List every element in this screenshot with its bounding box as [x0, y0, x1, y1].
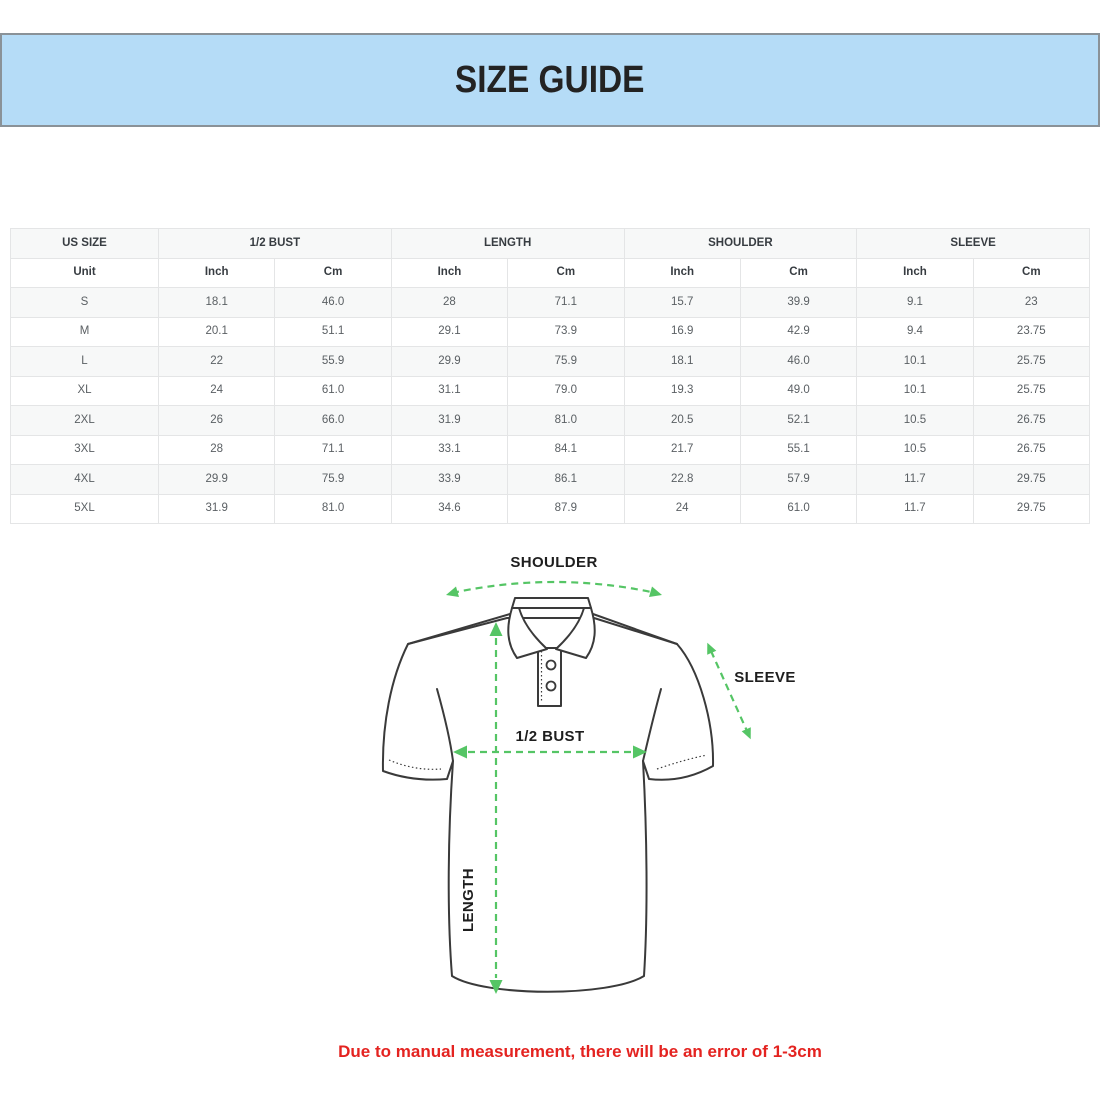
- size-cell: XL: [11, 376, 159, 406]
- measurement-cell: 18.1: [159, 288, 275, 318]
- shirt-measurement-diagram: [370, 548, 810, 1010]
- measurement-cell: 22.8: [624, 465, 740, 495]
- unit-header-cell: Cm: [275, 258, 391, 288]
- column-group-header: US SIZE: [11, 229, 159, 259]
- measurement-cell: 21.7: [624, 435, 740, 465]
- unit-header-cell: Inch: [391, 258, 507, 288]
- table-row: [11, 494, 1090, 524]
- collar-band: [512, 598, 591, 608]
- shoulder-arrowhead-right: [649, 587, 662, 598]
- measurement-cell: 75.9: [508, 347, 624, 377]
- column-group-header: 1/2 BUST: [159, 229, 392, 259]
- measurement-cell: 31.9: [391, 406, 507, 436]
- measurement-cell: 15.7: [624, 288, 740, 318]
- table-row: [11, 406, 1090, 436]
- size-cell: L: [11, 347, 159, 377]
- size-cell: 4XL: [11, 465, 159, 495]
- measurement-cell: 10.1: [857, 347, 973, 377]
- measurement-cell: 28: [159, 435, 275, 465]
- table-row: [11, 435, 1090, 465]
- measurement-cell: 33.1: [391, 435, 507, 465]
- button-icon: [547, 682, 556, 691]
- measurement-cell: 24: [624, 494, 740, 524]
- unit-header-cell: Inch: [857, 258, 973, 288]
- table-row: [11, 317, 1090, 347]
- measurement-cell: 33.9: [391, 465, 507, 495]
- measurement-cell: 18.1: [624, 347, 740, 377]
- measurement-cell: 71.1: [508, 288, 624, 318]
- measurement-cell: 11.7: [857, 465, 973, 495]
- sleeve-arrow: [711, 651, 747, 731]
- table-row: [11, 347, 1090, 377]
- column-group-header: LENGTH: [391, 229, 624, 259]
- measurement-cell: 46.0: [740, 347, 856, 377]
- measurement-cell: 66.0: [275, 406, 391, 436]
- size-cell: M: [11, 317, 159, 347]
- measurement-cell: 57.9: [740, 465, 856, 495]
- measurement-cell: 23.75: [973, 317, 1089, 347]
- measurement-cell: 26.75: [973, 406, 1089, 436]
- measurement-cell: 10.5: [857, 406, 973, 436]
- size-cell: 2XL: [11, 406, 159, 436]
- measurement-cell: 71.1: [275, 435, 391, 465]
- sleeve-label: SLEEVE: [734, 669, 796, 686]
- measurement-cell: 73.9: [508, 317, 624, 347]
- size-guide-banner: [0, 33, 1100, 127]
- measurement-cell: 23: [973, 288, 1089, 318]
- measurement-cell: 28: [391, 288, 507, 318]
- table-head: [11, 229, 1090, 288]
- button-icon: [547, 661, 556, 670]
- measurement-cell: 55.9: [275, 347, 391, 377]
- half-bust-label: 1/2 BUST: [515, 728, 585, 745]
- measurement-cell: 20.5: [624, 406, 740, 436]
- measurement-cell: 25.75: [973, 347, 1089, 377]
- measurement-cell: 81.0: [275, 494, 391, 524]
- measurement-cell: 79.0: [508, 376, 624, 406]
- measurement-cell: 16.9: [624, 317, 740, 347]
- measurement-cell: 55.1: [740, 435, 856, 465]
- size-cell: S: [11, 288, 159, 318]
- measurement-cell: 24: [159, 376, 275, 406]
- measurement-cell: 29.9: [159, 465, 275, 495]
- measurement-cell: 75.9: [275, 465, 391, 495]
- measurement-cell: 25.75: [973, 376, 1089, 406]
- shoulder-arrowhead-left: [446, 587, 459, 598]
- table-row: [11, 288, 1090, 318]
- measurement-cell: 61.0: [275, 376, 391, 406]
- measurement-cell: 84.1: [508, 435, 624, 465]
- measurement-cell: 29.75: [973, 494, 1089, 524]
- size-table: [10, 228, 1090, 524]
- size-cell: 3XL: [11, 435, 159, 465]
- unit-header-cell: Unit: [11, 258, 159, 288]
- measurement-cell: 49.0: [740, 376, 856, 406]
- shoulder-arrow: [452, 582, 656, 593]
- measurement-disclaimer: Due to manual measurement, there will be an error of 1-3cm: [338, 1042, 822, 1061]
- measurement-cell: 87.9: [508, 494, 624, 524]
- measurement-cell: 9.4: [857, 317, 973, 347]
- measurement-cell: 61.0: [740, 494, 856, 524]
- measurement-cell: 26: [159, 406, 275, 436]
- measurement-cell: 81.0: [508, 406, 624, 436]
- length-label: LENGTH: [460, 867, 477, 933]
- unit-header-cell: Inch: [159, 258, 275, 288]
- measurement-cell: 9.1: [857, 288, 973, 318]
- size-cell: 5XL: [11, 494, 159, 524]
- table-unit-row: [11, 258, 1090, 288]
- measurement-cell: 19.3: [624, 376, 740, 406]
- shoulder-label: SHOULDER: [510, 554, 598, 571]
- measurement-cell: 39.9: [740, 288, 856, 318]
- table-body: [11, 288, 1090, 524]
- column-group-header: SHOULDER: [624, 229, 857, 259]
- measurement-cell: 86.1: [508, 465, 624, 495]
- measurement-cell: 22: [159, 347, 275, 377]
- unit-header-cell: Cm: [740, 258, 856, 288]
- measurement-cell: 10.5: [857, 435, 973, 465]
- measurement-cell: 42.9: [740, 317, 856, 347]
- table-group-row: [11, 229, 1090, 259]
- measurement-cell: 52.1: [740, 406, 856, 436]
- placket: [538, 648, 561, 706]
- page-title: SIZE GUIDE: [455, 58, 645, 101]
- unit-header-cell: Cm: [973, 258, 1089, 288]
- table-row: [11, 465, 1090, 495]
- measurement-cell: 29.9: [391, 347, 507, 377]
- measurement-cell: 10.1: [857, 376, 973, 406]
- measurement-cell: 11.7: [857, 494, 973, 524]
- unit-header-cell: Inch: [624, 258, 740, 288]
- column-group-header: SLEEVE: [857, 229, 1090, 259]
- measurement-cell: 26.75: [973, 435, 1089, 465]
- measurement-cell: 29.75: [973, 465, 1089, 495]
- measurement-cell: 29.1: [391, 317, 507, 347]
- measurement-cell: 46.0: [275, 288, 391, 318]
- unit-header-cell: Cm: [508, 258, 624, 288]
- measurement-cell: 31.9: [159, 494, 275, 524]
- table-row: [11, 376, 1090, 406]
- measurement-cell: 34.6: [391, 494, 507, 524]
- measurement-cell: 20.1: [159, 317, 275, 347]
- measurement-cell: 51.1: [275, 317, 391, 347]
- measurement-cell: 31.1: [391, 376, 507, 406]
